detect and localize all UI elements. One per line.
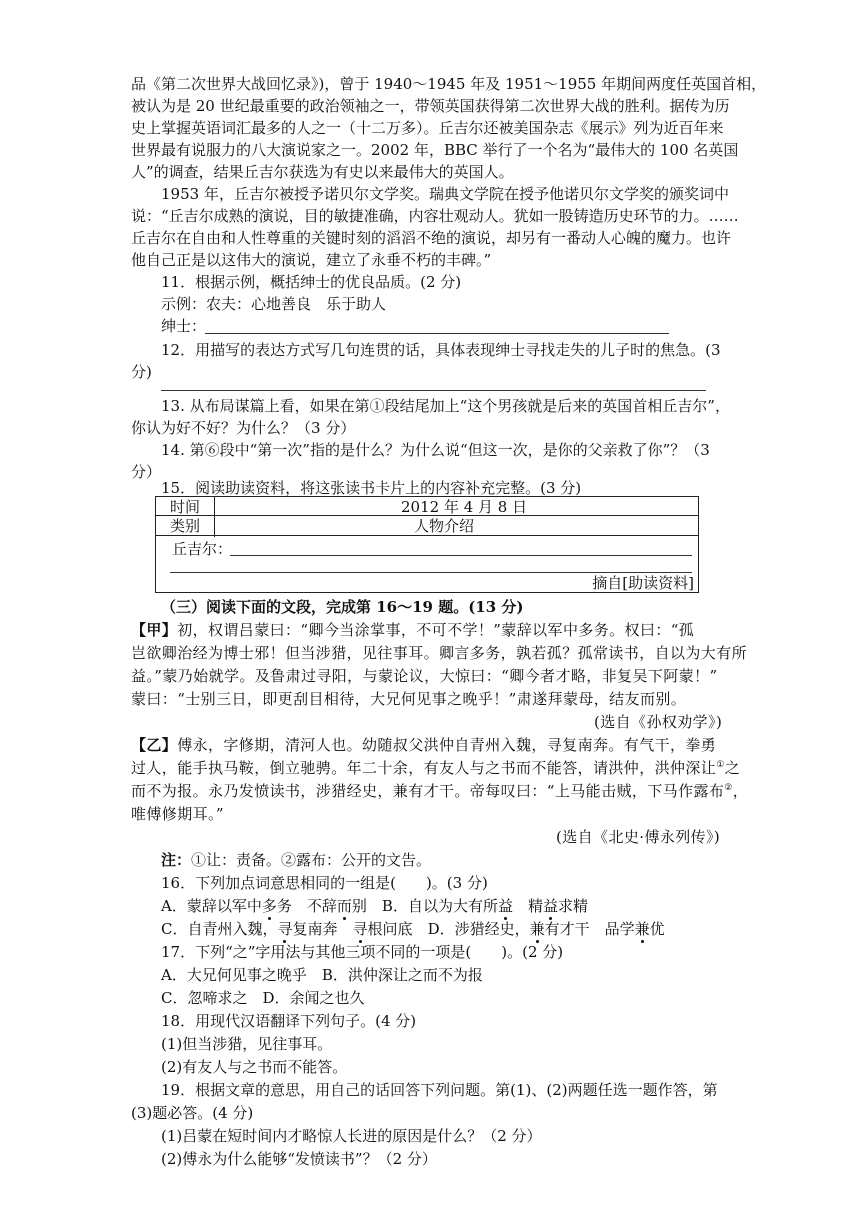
- passage-line-4: 世界最有说服力的八大演说家之一。2002 年，BBC 举行了一个名为“最伟大的 100 名英国: [131, 141, 739, 159]
- q13-stem-line1: 13. 从布局谋篇上看，如果在第①段结尾加上“这个男孩就是后来的英国首相丘吉尔”，: [161, 397, 730, 415]
- q19-part-1: (1)吕蒙在短时间内才略惊人长进的原因是什么？（2 分）: [161, 1127, 542, 1145]
- q16-stem: 16．下列加点词意思相同的一组是( )。(3 分): [161, 874, 488, 892]
- yi-tag: 【乙】: [131, 736, 178, 754]
- q11-answer-line: [205, 333, 669, 334]
- passage-line-8: 丘吉尔在自由和人性尊重的关键时刻的滔滔不绝的演说，却另有一番动人心魄的魔力。也许: [131, 229, 732, 247]
- q12-answer-line: [161, 390, 706, 391]
- card-person-label: 丘吉尔：: [172, 540, 233, 558]
- footnote-ref-2: ②: [724, 783, 733, 793]
- footnotes: 注：①让：责备。②露布：公开的文告。: [161, 851, 432, 869]
- q18-sentence-2: (2)有友人与之书而不能答。: [161, 1058, 348, 1076]
- q17-options-cd: C．忽啼求之 D．余闻之也久: [161, 989, 365, 1007]
- q19-part-2: (2)傅永为什么能够“发愤读书”？（2 分）: [161, 1150, 437, 1168]
- yi-line-2: 过人，能手执马鞍，倒立驰骋。年二十余，有友人与之书而不能答，请洪仲，洪仲深让①之: [131, 759, 741, 777]
- yi-line-4: 唯傅修期耳。”: [131, 805, 224, 823]
- jia-tag: 【甲】: [131, 621, 178, 639]
- passage-line-2: 被认为是 20 世纪最重要的政治领袖之一，带领英国获得第二次世界大战的胜利。据传为历: [131, 97, 730, 115]
- q11-stem: 11．根据示例，概括绅士的优良品质。(2 分): [161, 273, 462, 291]
- q11-example: 示例：农夫：心地善良 乐于助人: [161, 295, 387, 313]
- q14-stem-line2: 分）: [131, 463, 162, 481]
- q12-stem-line2: 分): [131, 363, 152, 381]
- yi-line-3: 而不为报。永乃发愤读书，涉猎经史，兼有才干。帝每叹曰：“上马能击贼，下马作露布②，: [131, 782, 749, 800]
- q13-stem-line2: 你认为好不好？为什么？（3 分）: [131, 419, 356, 437]
- q19-stem-line1: 19．根据文章的意思，用自己的话回答下列问题。第(1)、(2)两题任选一题作答，第: [161, 1081, 718, 1099]
- footnote-ref-1: ①: [716, 760, 725, 770]
- card-time-value: 2012 年 4 月 8 日: [401, 498, 528, 516]
- q14-stem-line1: 14. 第⑥段中“第一次”指的是什么？为什么说“但这一次，是你的父亲救了你”？（3: [161, 441, 710, 459]
- passage-line-7: 说：“丘吉尔成熟的演说，目的敏捷准确，内容壮观动人。犹如一股铸造历史环节的力。……: [131, 207, 739, 225]
- q11-answer-label: 绅士：: [161, 317, 207, 335]
- q16-options-ab: A．蒙辞以军中多务 不辞而别 B．自以为大有所益 精益求精: [161, 897, 589, 915]
- card-time-label: 时间: [170, 498, 201, 516]
- q15-stem: 15．阅读助读资料，将这张读书卡片上的内容补充完整。(3 分): [161, 479, 582, 497]
- passage-line-6: 1953 年，丘吉尔被授予诺贝尔文学奖。瑞典文学院在授予他诺贝尔文学奖的颁奖词中: [161, 185, 729, 203]
- jia-line-1: 【甲】初，权谓吕蒙曰：“卿今当涂掌事，不可不学！”蒙辞以军中多务。权曰：“孤: [131, 621, 695, 639]
- yi-line-1: 【乙】傅永，字修期，清河人也。幼随叔父洪仲自青州入魏，寻复南奔。有气干，拳勇: [131, 736, 717, 754]
- q17-stem: 17．下列“之”字用法与其他三项不同的一项是( )。(2 分): [161, 943, 564, 961]
- q17-options-ab: A．大兄何见事之晚乎 B．洪仲深让之而不为报: [161, 966, 483, 984]
- jia-line-4: 蒙曰：“士别三日，即更刮目相待，大兄何见事之晚乎！”肃遂拜蒙母，结友而别。: [131, 690, 687, 708]
- footnotes-label: 注：: [161, 851, 192, 869]
- q19-stem-line2: (3)题必答。(4 分): [131, 1104, 254, 1122]
- passage-line-5: 人”的调查，结果丘吉尔获选为有史以来最伟大的英国人。: [131, 163, 514, 181]
- section3-heading: （三）阅读下面的文段，完成第 16～19 题。(13 分): [161, 598, 524, 616]
- passage-line-3: 史上掌握英语词汇最多的人之一（十二万多）。丘吉尔还被美国杂志《展示》列为近百年来: [131, 119, 724, 137]
- card-answer-line-1: [230, 555, 692, 556]
- passage-line-1: 品《第二次世界大战回忆录》)，曾于 1940～1945 年及 1951～1955 年期间两度任英国首相，: [131, 75, 767, 93]
- jia-line-3: 益。”蒙乃始就学。及鲁肃过寻阳，与蒙论议，大惊曰：“卿今者才略，非复吴下阿蒙！”: [131, 667, 718, 685]
- q18-stem: 18．用现代汉语翻译下列句子。(4 分): [161, 1012, 417, 1030]
- card-source: 摘自[助读资料]: [592, 574, 694, 592]
- reading-card-table: [155, 496, 699, 593]
- passage-line-9: 他自己正是以这伟大的演说，建立了永垂不朽的丰碑。”: [131, 251, 492, 269]
- q18-sentence-1: (1)但当涉猎，见往事耳。: [161, 1035, 333, 1053]
- yi-source: (选自《北史·傅永列传》): [556, 828, 721, 846]
- jia-line-2: 岂欲卿治经为博士邪！但当涉猎，见往事耳。卿言多务，孰若孤？孤常读书，自以为大有所: [131, 644, 748, 662]
- q16-options-cd: C．自青州入魏，寻复南奔 寻根问底 D．涉猎经史，兼有才干 品学兼优: [161, 920, 665, 938]
- card-category-value: 人物介绍: [414, 517, 475, 535]
- jia-source: (选自《孙权劝学》): [594, 713, 723, 731]
- card-divider: [214, 497, 215, 537]
- card-category-label: 类别: [170, 517, 201, 535]
- q12-stem-line1: 12．用描写的表达方式写几句连贯的话，具体表现绅士寻找走失的儿子时的焦急。(3: [161, 341, 721, 359]
